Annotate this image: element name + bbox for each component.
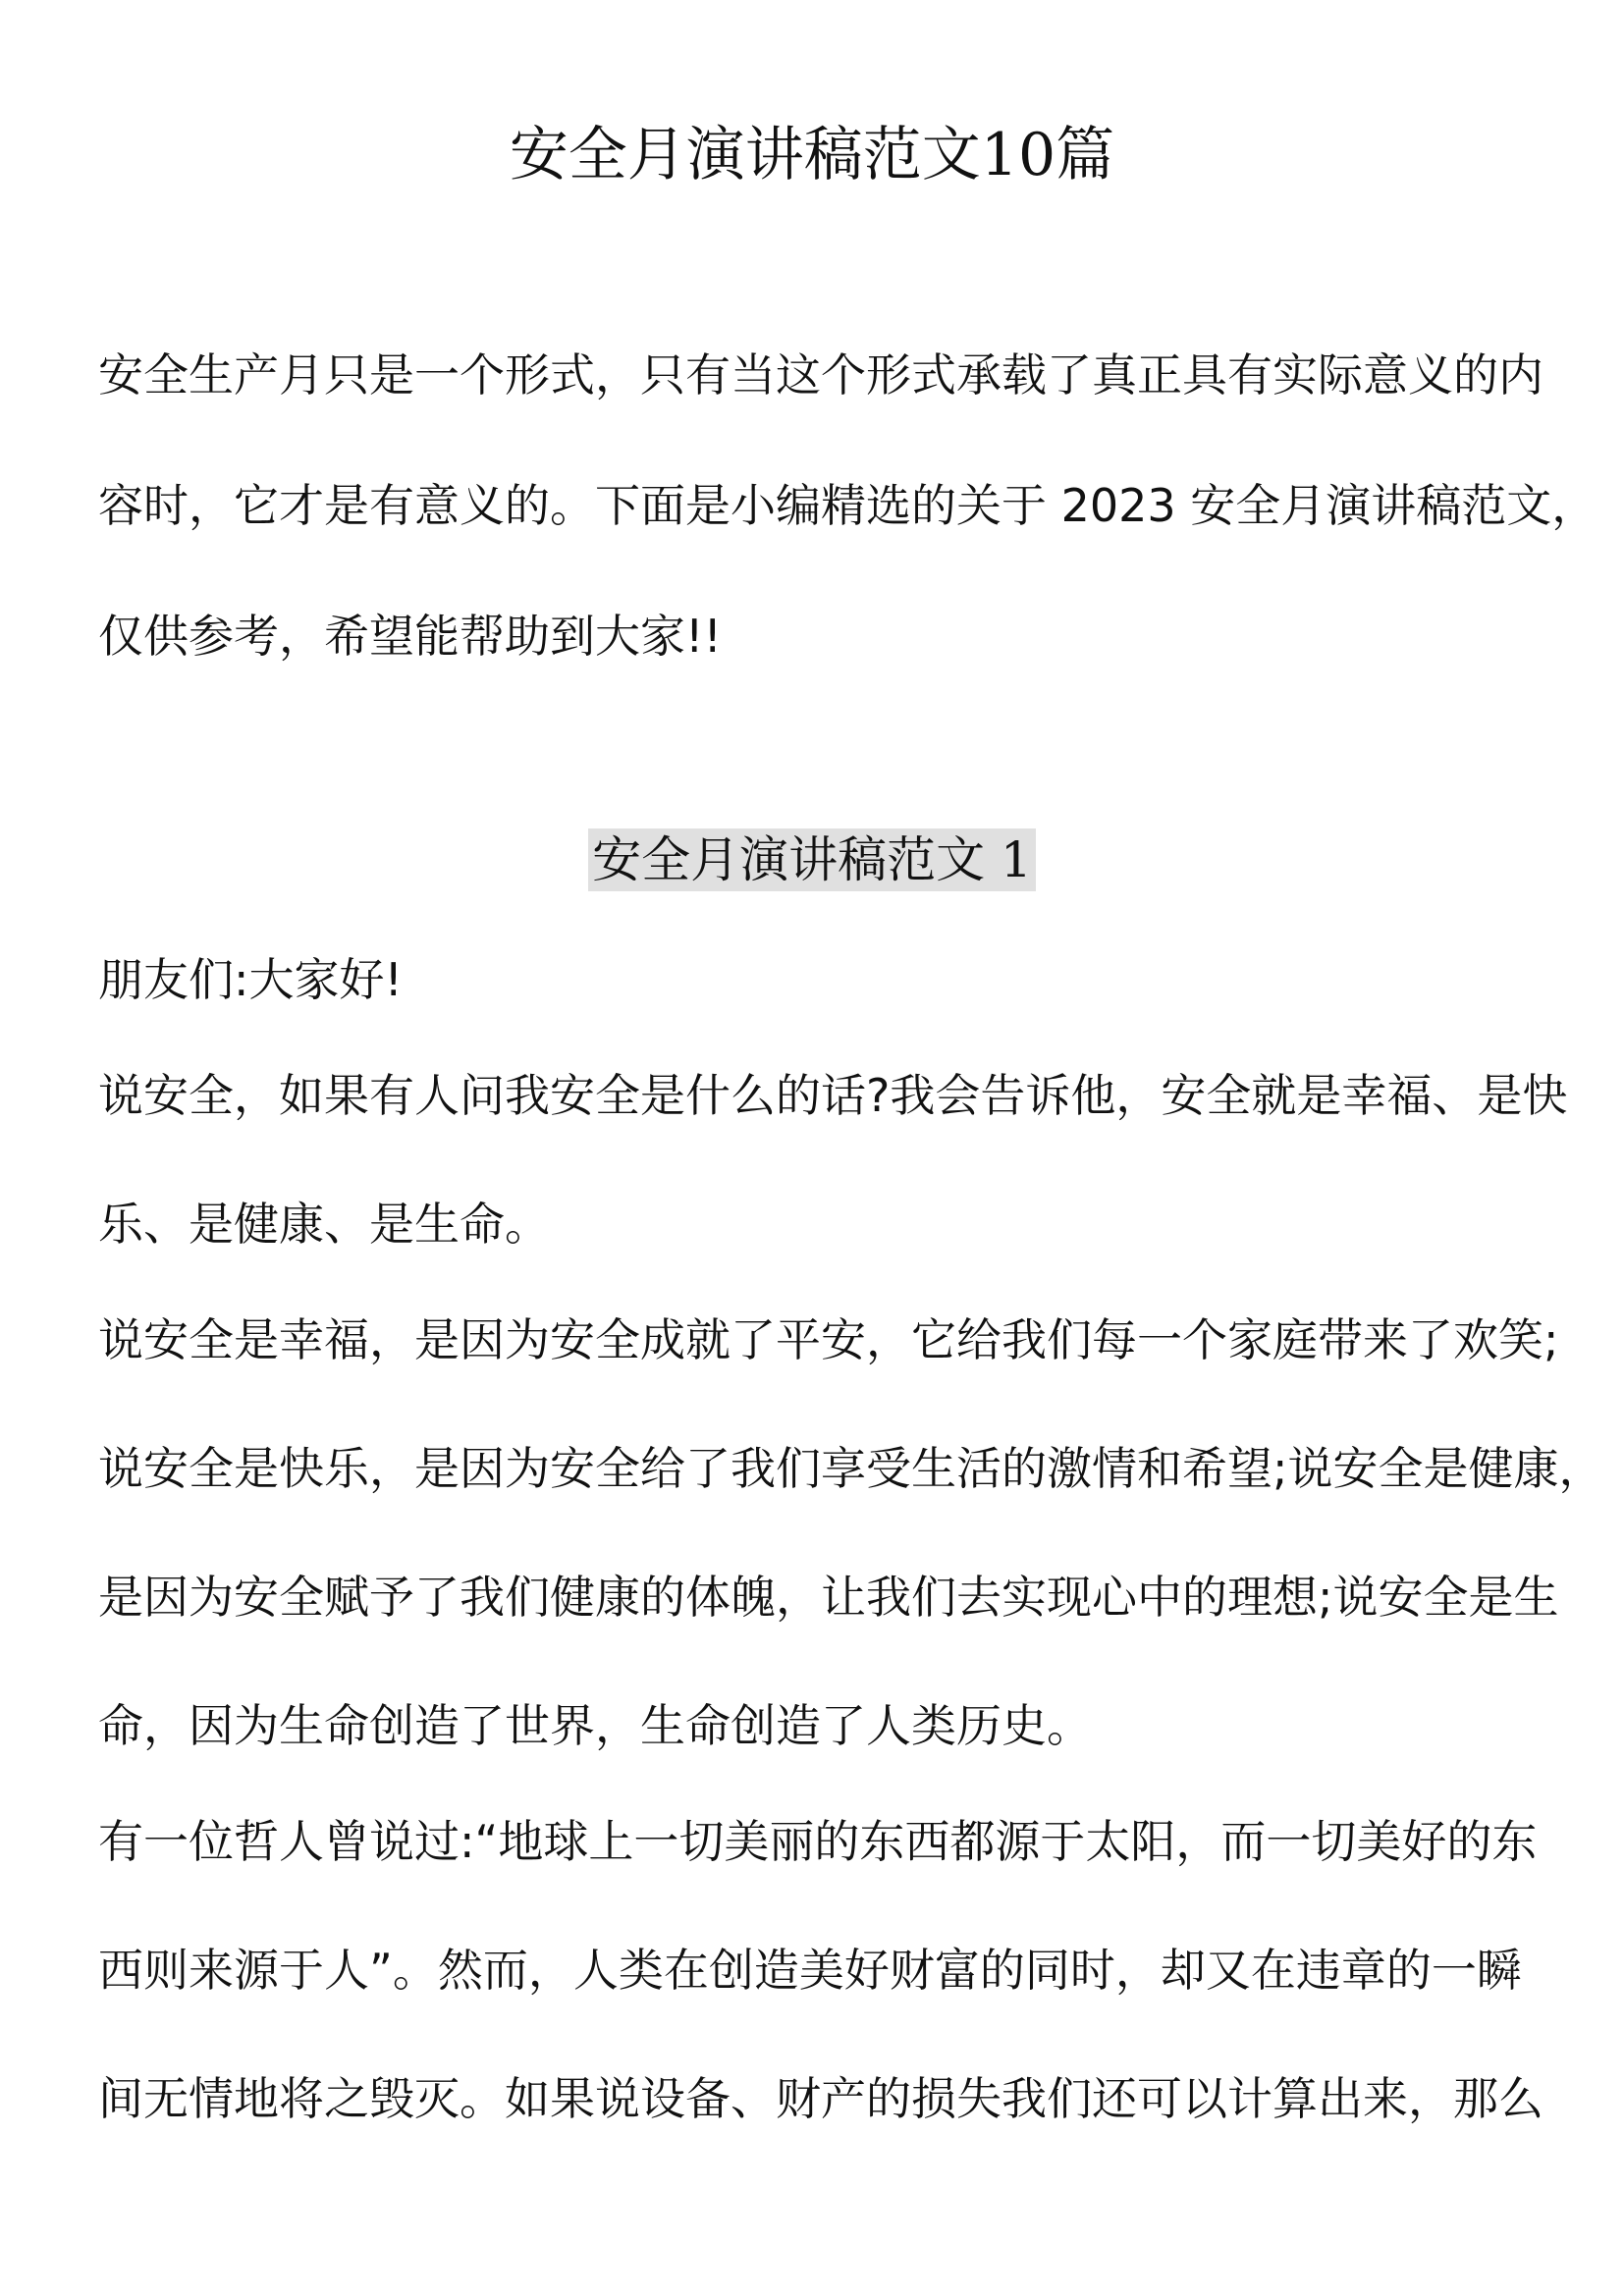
paragraph-line: 说安全是快乐，是因为安全给了我们享受生活的激情和希望;说安全是健康， <box>98 1442 1604 1495</box>
section-heading-container <box>0 828 1624 891</box>
paragraph-line: 说安全是幸福，是因为安全成就了平安，它给我们每一个家庭带来了欢笑; <box>98 1313 1559 1366</box>
paragraph-line: 说安全，如果有人问我安全是什么的话?我会告诉他，安全就是幸福、是快 <box>98 1069 1568 1122</box>
greeting-line: 朋友们:大家好! <box>98 953 403 1006</box>
paragraph-line: 间无情地将之毁灭。如果说设备、财产的损失我们还可以计算出来，那么 <box>98 2072 1543 2125</box>
document-title: 安全月演讲稿范文10篇 <box>509 121 1115 189</box>
intro-line: 容时，它才是有意义的。下面是小编精选的关于 2023 安全月演讲稿范文， <box>98 479 1597 532</box>
paragraph-line: 乐、是健康、是生命。 <box>98 1198 550 1251</box>
intro-line: 仅供参考，希望能帮助到大家!! <box>98 610 722 663</box>
intro-line: 安全生产月只是一个形式，只有当这个形式承载了真正具有实际意义的内 <box>98 348 1543 401</box>
paragraph-line: 西则来源于人”。然而，人类在创造美好财富的同时，却又在违章的一瞬 <box>98 1944 1522 1997</box>
section-heading: 安全月演讲稿范文 1 <box>588 828 1036 891</box>
paragraph-line: 命，因为生命创造了世界，生命创造了人类历史。 <box>98 1699 1092 1752</box>
paragraph-line: 是因为安全赋予了我们健康的体魄，让我们去实现心中的理想;说安全是生 <box>98 1571 1559 1624</box>
paragraph-line: 有一位哲人曾说过:“地球上一切美丽的东西都源于太阳，而一切美好的东 <box>98 1815 1538 1868</box>
